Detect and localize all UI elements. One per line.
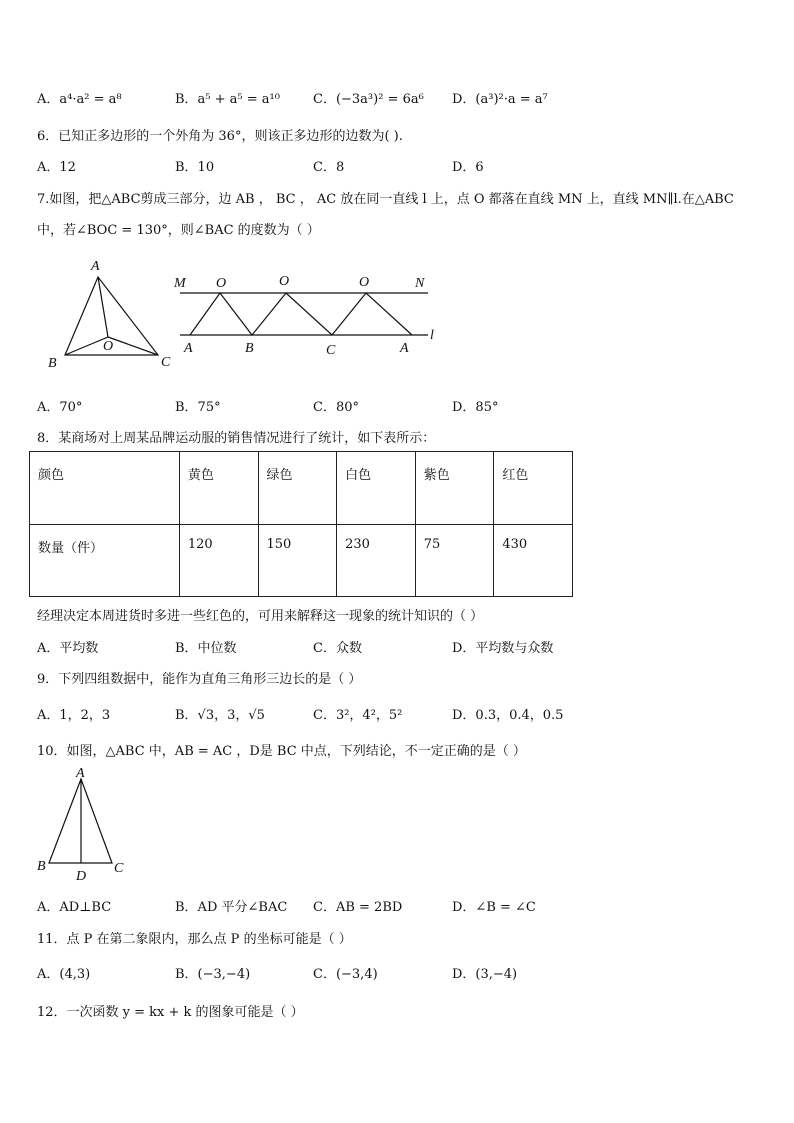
q7-zigzag xyxy=(190,293,412,335)
table-cell: 绿色 xyxy=(258,452,337,525)
table-cell: 230 xyxy=(337,524,416,597)
q8-option-a: A．平均数 xyxy=(37,641,99,656)
q11-option-d: D．(3,−4) xyxy=(452,967,518,982)
q7-label-o2: O xyxy=(279,274,290,289)
table-cell: 数量（件） xyxy=(30,524,180,597)
q7-parallel-figure xyxy=(180,293,428,335)
q10-option-c: C．AB = 2BD xyxy=(313,900,403,915)
q8-follow-text: 经理决定本周进货时多进一些红色的，可用来解释这一现象的统计知识的（ ） xyxy=(37,609,484,624)
q6-option-a: A．12 xyxy=(37,160,76,175)
q7-segment-ao xyxy=(98,277,108,337)
q5-option-d: D．(a³)²·a = a⁷ xyxy=(452,92,548,107)
q8-option-c: C．众数 xyxy=(313,641,362,656)
q10-option-a: A．AD⊥BC xyxy=(37,900,112,915)
table-row xyxy=(30,452,573,525)
q12-stem: 12．一次函数 y = kx + k 的图象可能是（ ） xyxy=(37,1005,304,1020)
q10-label-a: A xyxy=(76,766,85,781)
q9-option-a: A．1，2，3 xyxy=(37,708,111,723)
q11-option-a: A．(4,3) xyxy=(37,967,91,982)
q10-label-c: C xyxy=(114,861,124,876)
q10-label-d: D xyxy=(76,869,87,884)
q7-label-tri-o: O xyxy=(103,339,114,354)
q7-label-m: M xyxy=(174,276,186,291)
q8-option-d: D．平均数与众数 xyxy=(452,641,554,656)
q5-option-a: A．a⁴·a² = a⁸ xyxy=(37,92,122,107)
q7-label-l: l xyxy=(430,328,434,343)
q6-option-b: B．10 xyxy=(175,160,215,175)
q7-label-tri-c: C xyxy=(161,355,171,370)
table-cell: 紫色 xyxy=(415,452,494,525)
q7-figure xyxy=(40,255,440,375)
table-cell: 430 xyxy=(494,524,573,597)
q7-option-c: C．80° xyxy=(313,400,359,415)
q7-label-tri-a: A xyxy=(91,259,100,274)
q7-label-tri-b: B xyxy=(48,356,57,371)
table-cell: 75 xyxy=(415,524,494,597)
table-cell: 白色 xyxy=(337,452,416,525)
q7-option-a: A．70° xyxy=(37,400,83,415)
q10-option-b: B．AD 平分∠BAC xyxy=(175,900,288,915)
table-cell: 150 xyxy=(258,524,337,597)
q6-stem: 6．已知正多边形的一个外角为 36°，则该正多边形的边数为( ). xyxy=(37,129,403,144)
q7-option-b: B．75° xyxy=(175,400,221,415)
q7-label-o1: O xyxy=(216,276,227,291)
q8-option-b: B．中位数 xyxy=(175,641,237,656)
table-cell: 颜色 xyxy=(30,452,180,525)
q7-label-l-a1: A xyxy=(184,341,193,356)
q9-option-c: C．3²，4²，5² xyxy=(313,708,403,723)
q7-label-l-c: C xyxy=(326,343,336,358)
q7-label-n: N xyxy=(415,276,425,291)
q5-option-b: B．a⁵ + a⁵ = a¹⁰ xyxy=(175,92,280,107)
q7-option-d: D．85° xyxy=(452,400,499,415)
table-cell: 黄色 xyxy=(179,452,258,525)
table-row xyxy=(30,524,573,597)
q7-label-l-a2: A xyxy=(400,341,409,356)
q10-option-d: D．∠B = ∠C xyxy=(452,900,536,915)
q6-option-c: C．8 xyxy=(313,160,345,175)
q7-label-o3: O xyxy=(359,275,370,290)
q6-option-d: D．6 xyxy=(452,160,484,175)
q7-label-l-b: B xyxy=(245,341,254,356)
q10-stem: 10．如图，△ABC 中，AB = AC ，D是 BC 中点，下列结论，不一定正确的是（ ） xyxy=(37,744,526,759)
q11-option-c: C．(−3,4) xyxy=(313,967,378,982)
q7-stem-line1: 7.如图，把△ABC剪成三部分，边 AB ， BC ， AC 放在同一直线 l 上，点 O 都落在直线 MN 上，直线 MN∥l.在△ABC xyxy=(37,192,734,207)
q9-stem: 9．下列四组数据中，能作为直角三角形三边长的是（ ） xyxy=(37,672,362,687)
q11-stem: 11．点 P 在第二象限内，那么点 P 的坐标可能是（ ） xyxy=(37,932,352,947)
q8-sales-table xyxy=(29,451,573,597)
q9-option-b: B．√3，3，√5 xyxy=(175,708,265,723)
q7-stem-line2: 中，若∠BOC = 130°，则∠BAC 的度数为（ ） xyxy=(37,223,320,238)
q10-label-b: B xyxy=(37,859,46,874)
q9-option-d: D．0.3，0.4，0.5 xyxy=(452,708,564,723)
table-cell: 红色 xyxy=(494,452,573,525)
table-cell: 120 xyxy=(179,524,258,597)
q10-figure xyxy=(34,766,134,886)
q8-stem: 8．某商场对上周某品牌运动服的销售情况进行了统计，如下表所示： xyxy=(37,431,436,446)
q11-option-b: B．(−3,−4) xyxy=(175,967,251,982)
q5-option-c: C．(−3a³)² = 6a⁶ xyxy=(313,92,424,107)
